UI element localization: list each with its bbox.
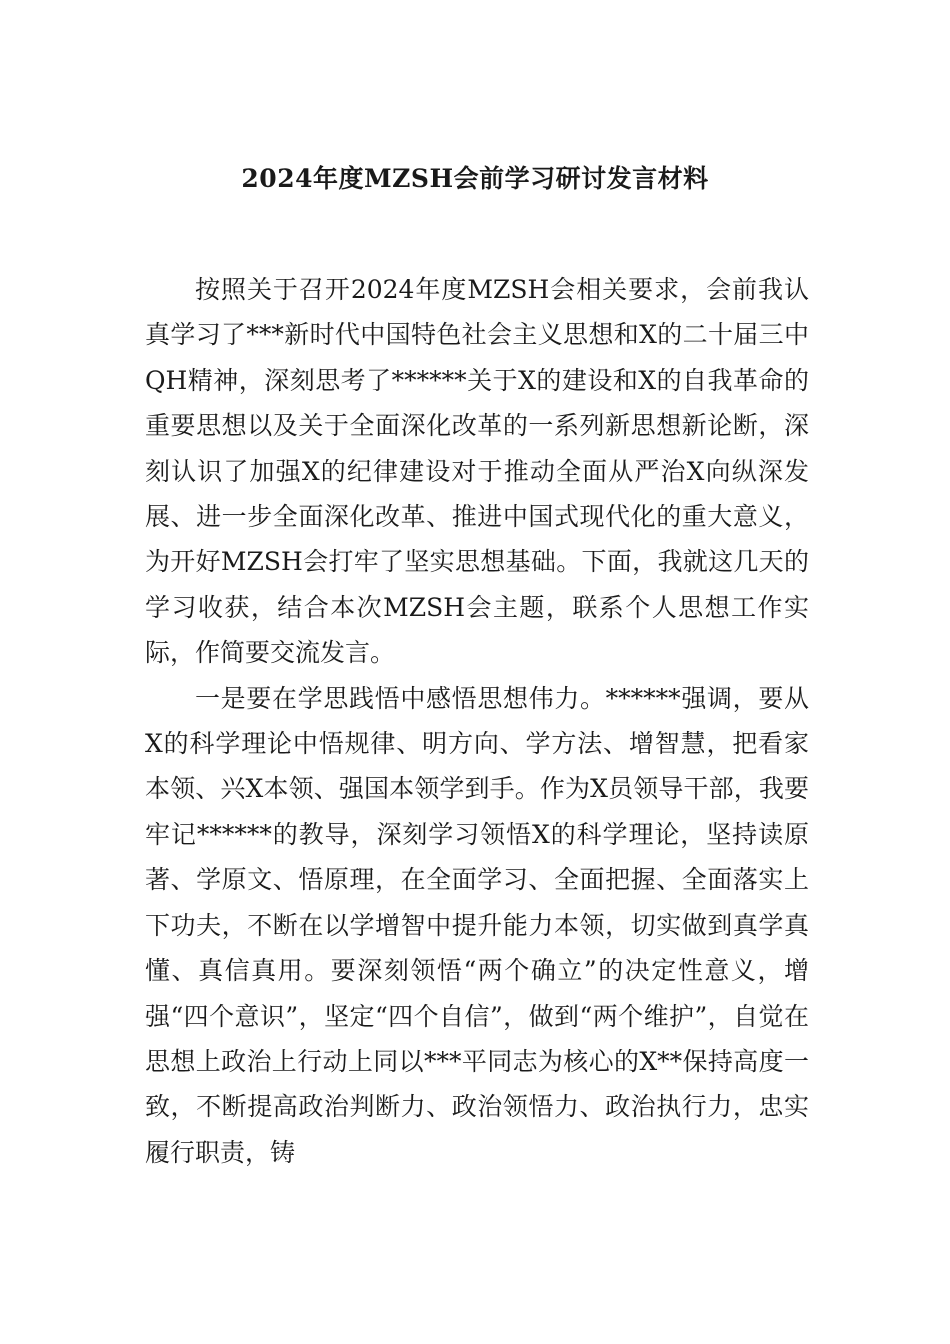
- paragraph-intro: 按照关于召开2024年度MZSH会相关要求，会前我认真学习了***新时代中国特色社会主义思想和X的二十届三中QH精神，深刻思考了******关于X的建设和X的自我革命的重要思想以及关于全面深化改革的一系列新思想新论断，深刻认识了加强X的纪律建设对于推动全面从严治X向纵深发展、进一步全面深化改革、推进中国式现代化的重大意义，为开好MZSH会打牢了坚实思想基础。下面，我就这几天的学习收获，结合本次MZSH会主题，联系个人思想工作实际，作简要交流发言。: [145, 275, 809, 668]
- paragraph-point-one: 一是要在学思践悟中感悟思想伟力。******强调，要从X的科学理论中悟规律、明方向、学方法、增智慧，把看家本领、兴X本领、强国本领学到手。作为X员领导干部，我要牢记******的教导，深刻学习领悟X的科学理论，坚持读原著、学原文、悟原理，在全面学习、全面把握、全面落实上下功夫，不断在以学增智中提升能力本领，切实做到真学真懂、真信真用。要深刻领悟“两个确立”的决定性意义，增强“四个意识”，坚定“四个自信”，做到“两个维护”，自觉在思想上政治上行动上同以***平同志为核心的X**保持高度一致，不断提高政治判断力、政治领悟力、政治执行力，忠实履行职责，铸: [145, 683, 809, 1167]
- document-title: 2024年度MZSH会前学习研讨发言材料: [241, 164, 709, 193]
- document-body: [145, 267, 809, 1175]
